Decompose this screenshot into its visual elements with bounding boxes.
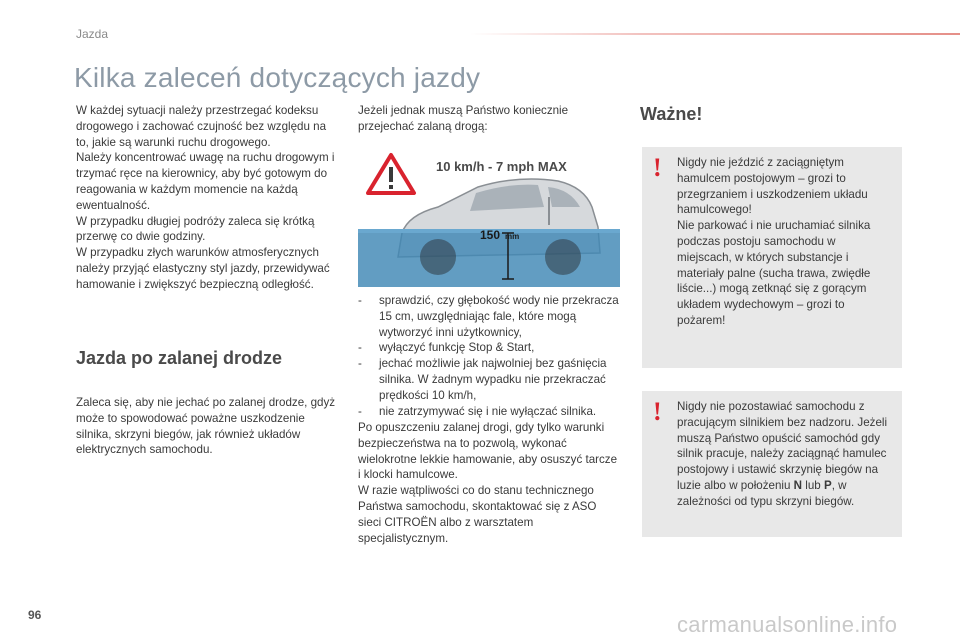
list-item bbox=[358, 356, 620, 403]
warning-triangle-bar bbox=[389, 167, 393, 182]
exclamation-icon: ! bbox=[653, 397, 662, 426]
list-item bbox=[358, 293, 620, 340]
list-item-text: sprawdzić, czy głębokość wody nie przekracza 15 cm, uwzględniając fale, które mogą wytworzyć inni użytkownicy, bbox=[379, 294, 619, 339]
warning-text-part: Nigdy nie pozostawiać samochodu z pracującym silnikiem bez nadzoru. Jeżeli muszą Państwo opuścić samochód gdy silnik pracuje, należy zaciągnąć hamulec postojowy i ustawić skrzynię biegów na luzie albo w położeniu bbox=[677, 400, 888, 492]
page-title: Kilka zaleceń dotyczących jazdy bbox=[74, 62, 481, 93]
warning-paragraph: Nigdy nie jeździć z zaciągniętym hamulcem postojowym – grozi to przegrzaniem i uszkodzeniem układu hamulcowego! bbox=[677, 156, 868, 217]
gear-position-n: N bbox=[793, 478, 803, 492]
exclamation-icon: ! bbox=[653, 153, 662, 182]
list-item-text: nie zatrzymywać się i nie wyłączać silnika. bbox=[379, 404, 597, 418]
warning-box-unattended-engine bbox=[642, 391, 902, 537]
warning-text bbox=[677, 155, 892, 329]
warning-triangle-dot bbox=[389, 185, 393, 189]
list-dash: - bbox=[358, 404, 362, 418]
intro-paragraph: W przypadku długiej podróży zaleca się krótką przerwę co dwie godziny. bbox=[76, 214, 315, 244]
warning-text bbox=[677, 399, 892, 510]
list-item-text: jechać możliwie jak najwolniej bez gaśnięcia silnika. W żadnym wypadku nie przekraczać prędkości 10 km/h, bbox=[379, 357, 607, 402]
header-divider bbox=[470, 33, 960, 35]
intro-paragraph: W przypadku złych warunków atmosferycznych należy przyjąć elastyczny styl jazdy, przewidywać hamowanie i zwiększyć bezpieczną odległość. bbox=[76, 246, 330, 291]
flooded-steps-list bbox=[358, 293, 620, 419]
after-flood-paragraph: W razie wątpliwości co do stanu technicznego Państwa samochodu, skontaktować się z ASO sieci CITROËN albo z warsztatem specjalistycznym. bbox=[358, 484, 597, 545]
list-dash: - bbox=[358, 341, 362, 355]
after-flood-text bbox=[358, 420, 620, 546]
depth-value-label: 150 bbox=[480, 228, 501, 242]
section-header-label: Jazda bbox=[76, 27, 109, 41]
warning-text-part: , w zależności od typu skrzyni biegów. bbox=[677, 478, 855, 508]
list-item bbox=[358, 404, 620, 420]
watermark: carmanualsonline.info bbox=[677, 612, 898, 637]
warning-text-part: lub bbox=[802, 478, 824, 492]
depth-unit-label: mm bbox=[505, 232, 520, 241]
flooded-road-heading: Jazda po zalanej drodze bbox=[76, 348, 283, 368]
warning-paragraph: Nie parkować i nie uruchamiać silnika podczas postoju samochodu w miejscach, w których substancje i materiały palne (sucha trawa, zwiędłe liście...) mogą zetknąć się z gorącym układem wydechowym – grozi to pożarem! bbox=[677, 219, 871, 327]
list-dash: - bbox=[358, 294, 362, 307]
flooded-road-text: Zaleca się, aby nie jechać po zalanej drodze, gdyż może to spowodować poważne uszkodzenie silnika, skrzyni biegów, jak również układów elektrycznych samochodu. bbox=[76, 396, 336, 457]
important-heading: Ważne! bbox=[640, 104, 703, 124]
warning-box-parking-brake bbox=[642, 147, 902, 368]
speed-limit-label: 10 km/h - 7 mph MAX bbox=[436, 159, 567, 174]
gear-position-p: P bbox=[823, 478, 832, 492]
flooded-intro-text: Jeżeli jednak muszą Państwo koniecznie przejechać zalaną drogą: bbox=[358, 104, 569, 133]
rear-wheel bbox=[545, 239, 581, 275]
intro-paragraph: Należy koncentrować uwagę na ruchu drogowym i trzymać ręce na kierownicy, aby być gotowym do reagowania w każdym momencie na każdą ewentualność. bbox=[76, 151, 335, 212]
list-item-text: wyłączyć funkcję Stop & Start, bbox=[379, 341, 535, 355]
flooded-road-illustration bbox=[358, 145, 620, 287]
intro-text-column bbox=[76, 103, 341, 293]
intro-paragraph: W każdej sytuacji należy przestrzegać kodeksu drogowego i zachować czujność bez względu na to, jakie są warunki ruchu drogowego. bbox=[76, 104, 327, 149]
list-dash: - bbox=[358, 357, 362, 371]
list-item bbox=[358, 340, 620, 356]
after-flood-paragraph: Po opuszczeniu zalanej drogi, gdy tylko warunki bezpieczeństwa na to pozwolą, wykonać wielokrotne lekkie hamowanie, aby osuszyć tarcze i klocki hamulcowe. bbox=[358, 421, 618, 482]
page-number: 96 bbox=[28, 608, 42, 622]
front-wheel bbox=[420, 239, 456, 275]
